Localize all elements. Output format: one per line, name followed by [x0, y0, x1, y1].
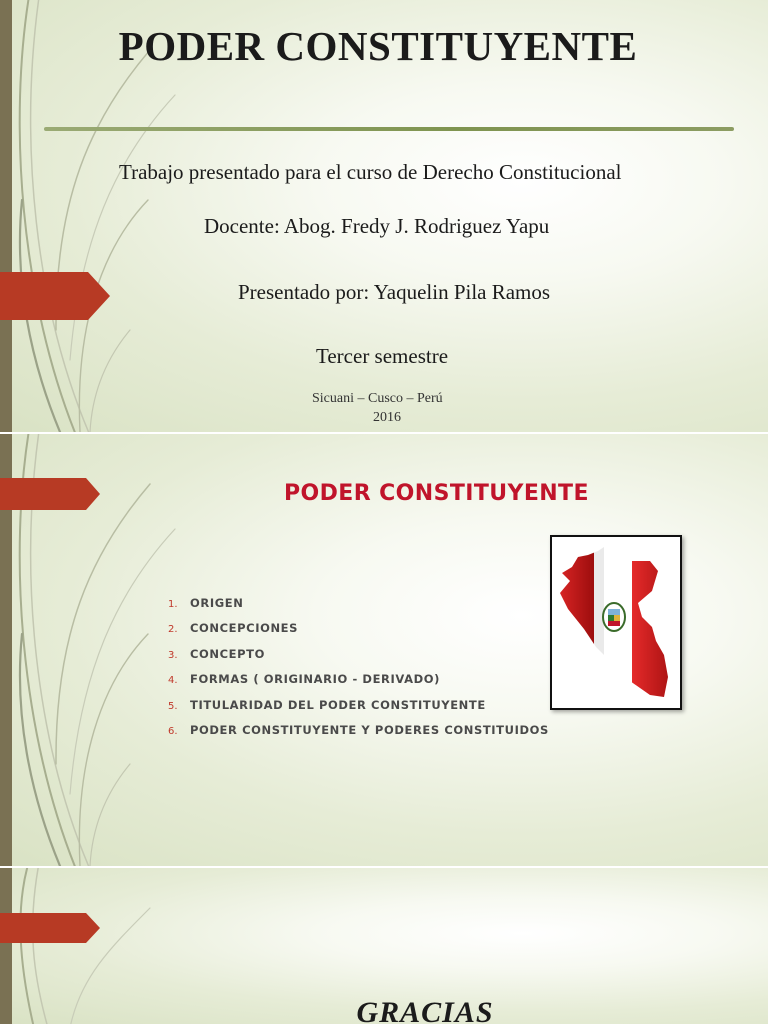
list-number: 2. — [168, 624, 178, 636]
list-text: ORIGEN — [190, 596, 244, 610]
arrow-tab — [0, 272, 110, 320]
list-item — [168, 647, 549, 672]
list-text: FORMAS ( ORIGINARIO - DERIVADO) — [190, 672, 440, 687]
list-text: TITULARIDAD DEL PODER CONSTITUYENTE — [190, 697, 486, 712]
list-item — [168, 621, 549, 646]
list-text: CONCEPTO — [190, 646, 265, 661]
place-line: Sicuani – Cusco – Perú — [312, 391, 443, 406]
slide-title: PODER CONSTITUYENTE — [118, 23, 638, 69]
list-number: 3. — [168, 649, 178, 661]
list-number: 6. — [168, 725, 178, 737]
list-item — [168, 672, 549, 697]
index-title: PODER CONSTITUYENTE — [284, 481, 589, 506]
peru-flag-map-icon — [552, 537, 680, 708]
author-line: Presentado por: Yaquelin Pila Ramos — [238, 280, 551, 304]
teacher-line: Docente: Abog. Fredy J. Rodriguez Yapu — [204, 214, 550, 238]
list-item — [168, 698, 549, 723]
list-number: 4. — [168, 675, 178, 687]
arrow-tab — [0, 478, 100, 510]
course-line: Trabajo presentado para el curso de Derecho Constitucional — [119, 160, 622, 184]
list-item — [168, 723, 549, 748]
year-line: 2016 — [373, 410, 401, 425]
list-text: CONCEPCIONES — [190, 621, 299, 636]
semester-line: Tercer semestre — [316, 344, 449, 368]
peru-flag-map-image — [550, 535, 682, 710]
list-text: PODER CONSTITUYENTE Y PODERES CONSTITUIDOS — [190, 722, 549, 737]
title-slide — [0, 0, 768, 432]
list-item — [168, 596, 549, 621]
title-rule — [44, 127, 734, 131]
closing-title: GRACIAS — [356, 996, 494, 1029]
topic-list — [168, 596, 549, 748]
arrow-tab — [0, 913, 100, 943]
list-number: 5. — [168, 700, 178, 712]
list-number: 1. — [168, 599, 178, 610]
